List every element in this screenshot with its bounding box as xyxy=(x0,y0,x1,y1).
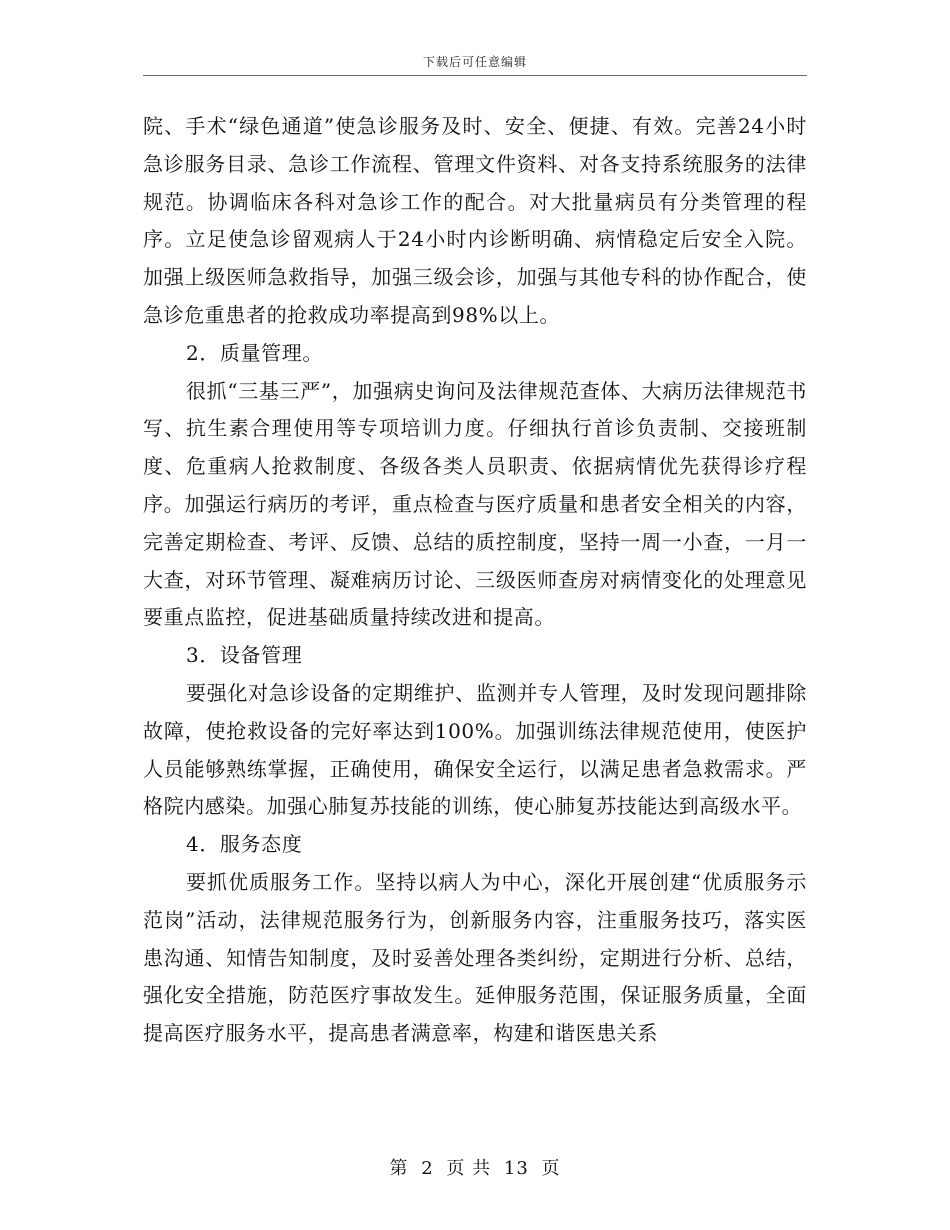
header-divider xyxy=(143,75,807,76)
section-heading-service-attitude: 4．服务态度 xyxy=(186,832,303,857)
footer-prefix: 第 xyxy=(389,1158,409,1179)
footer-total-pages: 13 xyxy=(503,1158,529,1179)
section-heading-quality-management: 2．质量管理。 xyxy=(186,340,323,365)
section-heading-equipment-management: 3．设备管理 xyxy=(186,643,303,668)
paragraph-service-attitude: 要抓优质服务工作。坚持以病人为中心，深化开展创建“优质服务示范岗”活动，法律规范服务行为，创新服务内容，注重服务技巧，落实医患沟通、知情告知制度，及时妥善处理各类纠纷，定期进行分析、总结，强化安全措施，防范医疗事故发生。延伸服务范围，保证服务质量，全面提高医疗服务水平，提高患者满意率，构建和谐医患关系 xyxy=(143,869,807,1046)
page-footer xyxy=(0,1154,950,1180)
paragraph-equipment-management: 要强化对急诊设备的定期维护、监测并专人管理，及时发现问题排除故障，使抢救设备的完好率达到100%。加强训练法律规范使用，使医护人员能够熟练掌握，正确使用，确保安全运行，以满足患者急救需求。严格院内感染。加强心肺复苏技能的训练，使心肺复苏技能达到高级水平。 xyxy=(143,680,807,819)
footer-suffix: 页 xyxy=(541,1158,561,1179)
paragraph-quality-management: 很抓“三基三严”，加强病史询问及法律规范查体、大病历法律规范书写、抗生素合理使用等专项培训力度。仔细执行首诊负责制、交接班制度、危重病人抢救制度、各级各类人员职责、依据病情优先获得诊疗程序。加强运行病历的考评，重点检查与医疗质量和患者安全相关的内容，完善定期检查、考评、反馈、总结的质控制度，坚持一周一小查，一月一大查，对环节管理、凝难病历讨论、三级医师查房对病情变化的处理意见要重点监控，促进基础质量持续改进和提高。 xyxy=(143,378,807,630)
footer-middle: 页 共 xyxy=(446,1158,492,1179)
page-header: 下载后可任意编辑 xyxy=(422,55,527,69)
footer-current-page: 2 xyxy=(421,1158,434,1179)
paragraph-emergency-continuation: 院、手术“绿色通道”使急诊服务及时、安全、便捷、有效。完善24小时急诊服务目录、急诊工作流程、管理文件资料、对各支持系统服务的法律规范。协调临床各科对急诊工作的配合。对大批量病员有分类管理的程序。立足使急诊留观病人于24小时内诊断明确、病情稳定后安全入院。加强上级医师急救指导，加强三级会诊，加强与其他专科的协作配合，使急诊危重患者的抢救成功率提高到98%以上。 xyxy=(143,114,807,327)
document-body xyxy=(143,108,807,1053)
